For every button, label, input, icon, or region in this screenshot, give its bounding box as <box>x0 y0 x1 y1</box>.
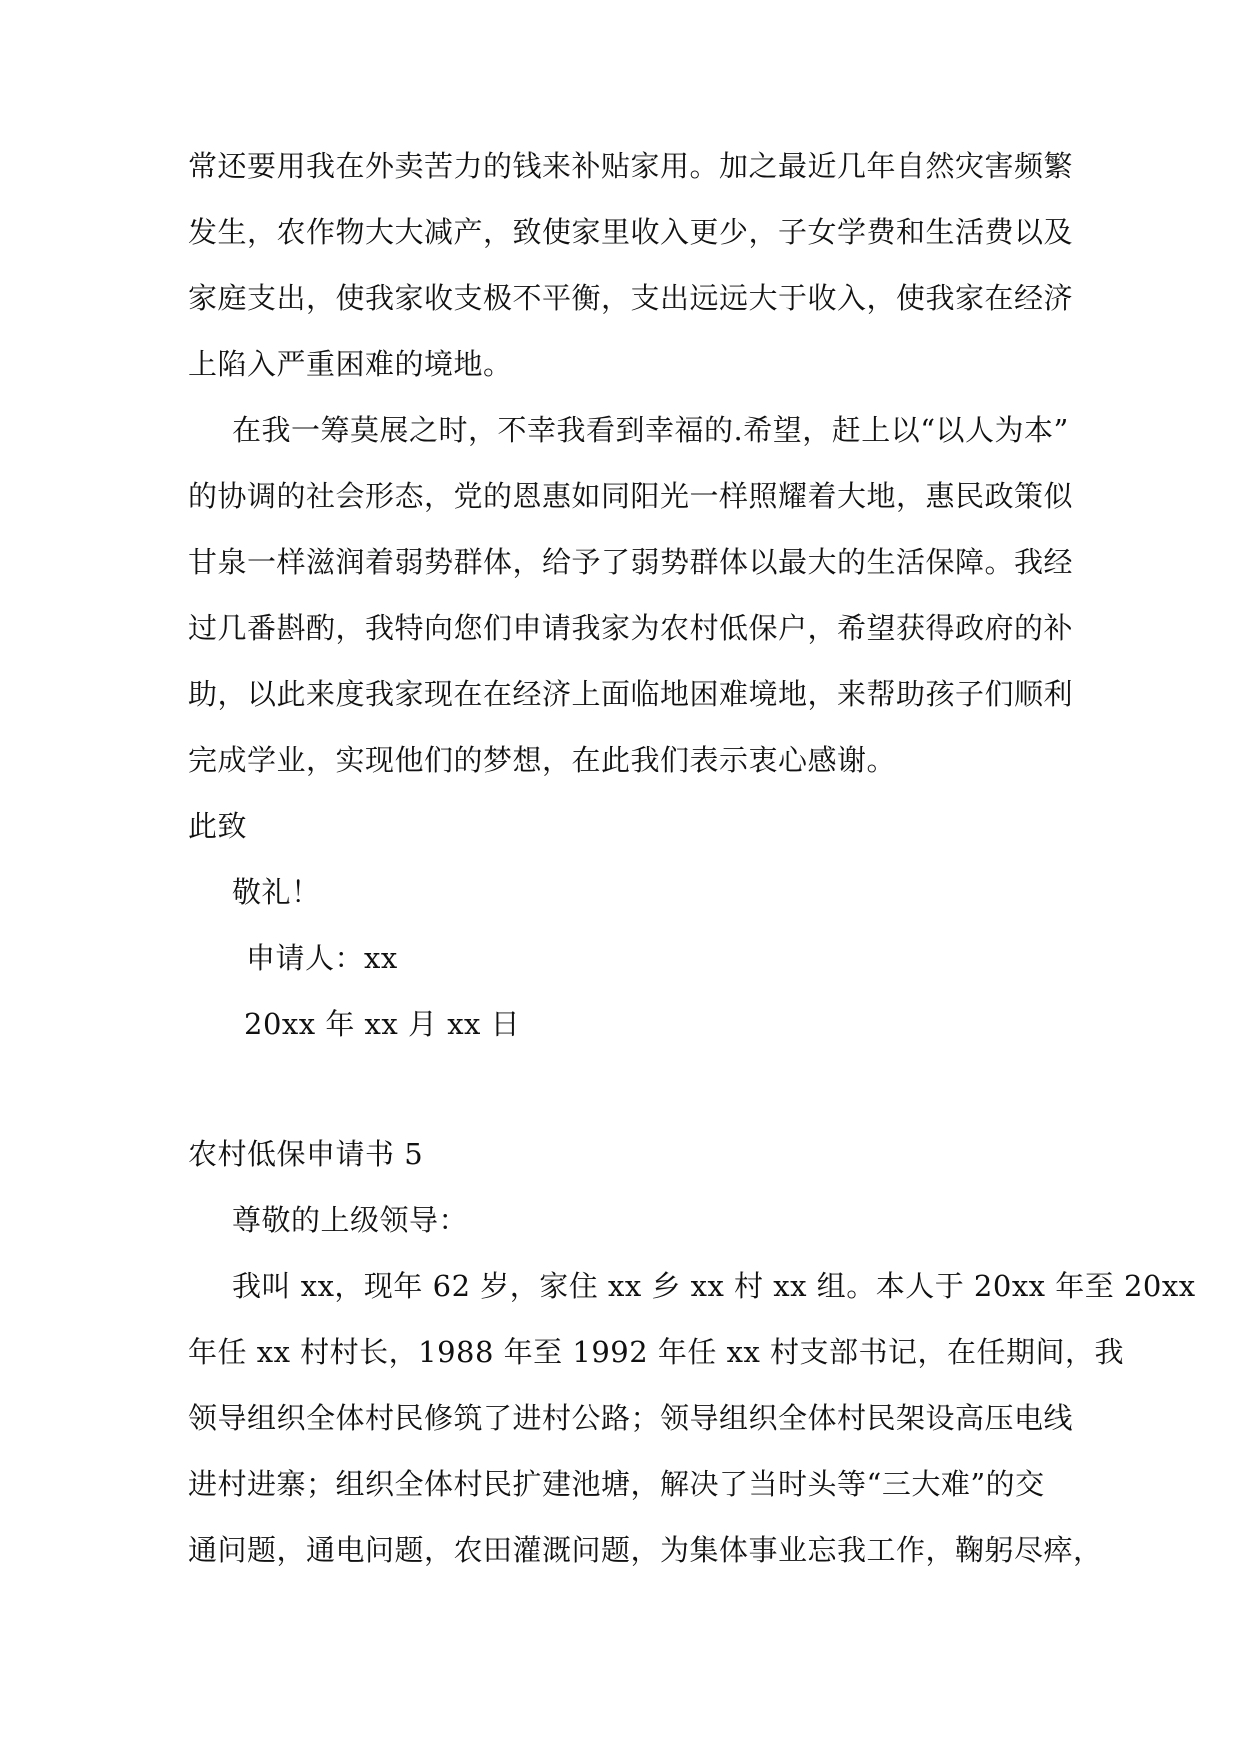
para2-line-4: 过几番斟酌，我特向您们申请我家为农村低保户，希望获得政府的补 <box>188 611 1074 645</box>
date-line: 20xx 年 xx 月 xx 日 <box>244 1007 521 1041</box>
para2-line-6: 完成学业，实现他们的梦想，在此我们表示衷心感谢。 <box>188 743 897 777</box>
section-title: 农村低保申请书 5 <box>188 1137 424 1171</box>
salute-text: 敬礼！ <box>232 875 321 909</box>
greeting-line: 尊敬的上级领导： <box>232 1203 469 1237</box>
closing-text: 此致 <box>188 809 248 843</box>
para2-line-1: 在我一筹莫展之时，不幸我看到幸福的.希望，赶上以“以人为本” <box>232 413 1069 447</box>
para2-line-2: 的协调的社会形态，党的恩惠如同阳光一样照耀着大地，惠民政策似 <box>188 479 1074 513</box>
para3-line-4: 进村进寨；组织全体村民扩建池塘，解决了当时头等“三大难”的交 <box>188 1467 1045 1501</box>
para1-line-3: 家庭支出，使我家收支极不平衡，支出远远大于收入，使我家在经济 <box>188 281 1074 315</box>
para3-line-2: 年任 xx 村村长，1988 年至 1992 年任 xx 村支部书记，在任期间，我 <box>188 1335 1125 1369</box>
applicant-line: 申请人：xx <box>246 941 398 975</box>
para3-line-3: 领导组织全体村民修筑了进村公路；领导组织全体村民架设高压电线 <box>188 1401 1074 1435</box>
para1-line-1: 常还要用我在外卖苦力的钱来补贴家用。加之最近几年自然灾害频繁 <box>188 149 1074 183</box>
para3-line-1: 我叫 xx，现年 62 岁，家住 xx 乡 xx 村 xx 组。本人于 20xx 年至 20xx <box>232 1269 1196 1303</box>
para1-line-2: 发生，农作物大大减产，致使家里收入更少，子女学费和生活费以及 <box>188 215 1074 249</box>
para1-line-4: 上陷入严重困难的境地。 <box>188 347 513 381</box>
para2-line-3: 甘泉一样滋润着弱势群体，给予了弱势群体以最大的生活保障。我经 <box>188 545 1074 579</box>
para2-line-5: 助，以此来度我家现在在经济上面临地困难境地，来帮助孩子们顺利 <box>188 677 1074 711</box>
para3-line-5: 通问题，通电问题，农田灌溉问题，为集体事业忘我工作，鞠躬尽瘁， <box>188 1533 1103 1567</box>
